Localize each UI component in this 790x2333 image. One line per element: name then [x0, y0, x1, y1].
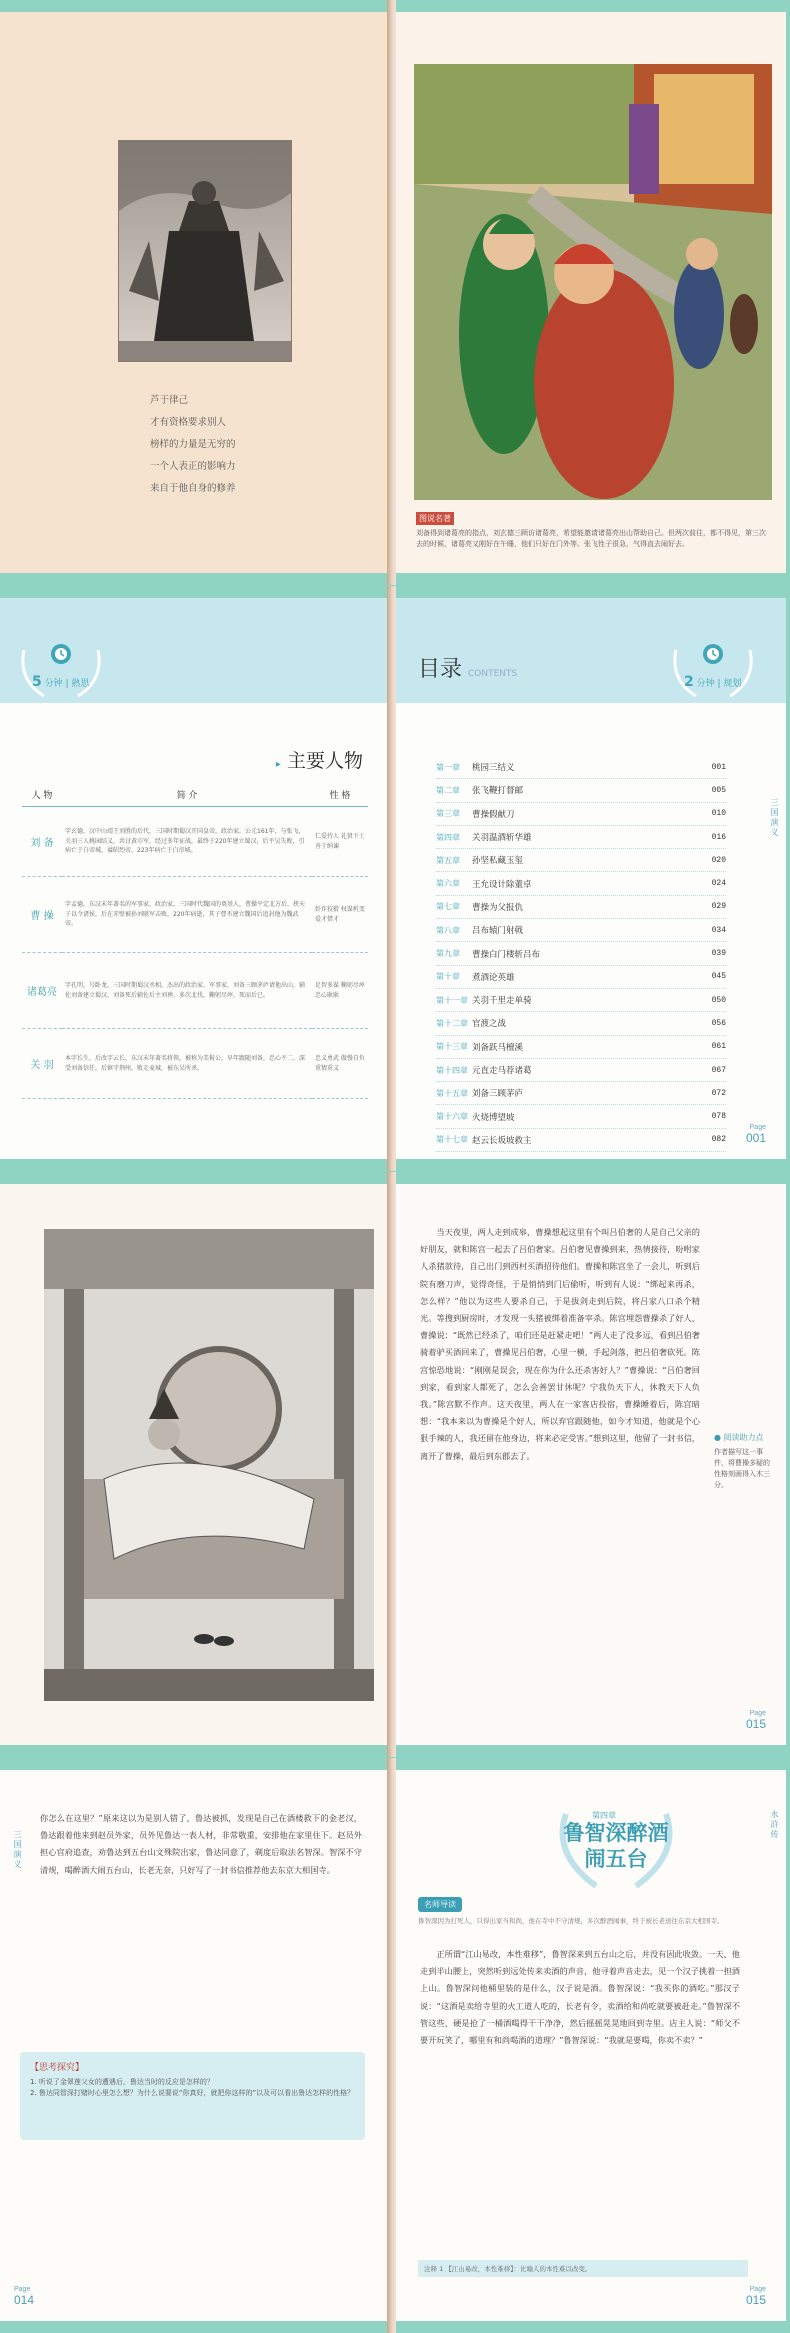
table-header: 简 介 — [62, 783, 312, 807]
story-body: 当天夜里，两人走到成皋，曹操想起这里有个叫吕伯奢的人是自己父亲的好朋友，就和陈宫一起去了吕伯奢家。吕伯奢见曹操到来，热情接待，吩咐家人杀猪款待，自己出门到西村买酒招待他们。曹操和陈宫坐了一会儿，听到后院有磨刀声，觉得奇怪，于是悄悄到门后偷听，听到有人说：“绑起来再杀，怎么样？”他以为这些人要杀自己，于是拔剑走到后院，将吕家八口杀个精光。等搜到厨房时，才发现一头猪被绑着准备宰杀。陈宫埋怨曹操杀了好人，曹操说：“既然已经杀了，咱们还是赶紧走吧！”两人走了没多远，看到吕伯奢骑着驴买酒回来了，曹操见吕伯奢，心里一横，手起剑落，把吕伯奢砍死。陈宫惊恐地说：“刚刚是误会，现在你为什么还杀害好人？”曹操说：“吕伯奢回到家，看到家人都死了，怎么会善罢甘休呢？宁我负天下人，休教天下人负我。”陈宫默不作声。这天夜里，两人在一家客店投宿，曹操睡着后，陈宫暗想：“我本来以为曹操是个好人，所以弃官跟随他，如今才知道，他就是个心狠手辣的人，我还留在他身边，将来必定受害。”想到这里，他留了一封书信，离开了曹操，最后到东郡去了。 — [420, 1227, 700, 1461]
toc-chapter-no: 第七章 — [436, 902, 460, 912]
page-number-value: 001 — [745, 1131, 766, 1145]
book-gutter — [387, 1172, 396, 1757]
character-name: 曹 操 — [22, 877, 62, 953]
toc-chapter-title: 官渡之战 — [472, 1019, 507, 1030]
toc-chapter-title: 张飞鞭打督邮 — [472, 786, 524, 797]
spread-1 — [0, 0, 790, 585]
toc-page: 072 — [711, 1088, 726, 1098]
question-box — [20, 2052, 365, 2140]
poem — [150, 390, 300, 500]
character-traits: 奸诈狡猾 权谋机变 爱才惜才 — [312, 877, 368, 953]
toc-page: 005 — [711, 785, 726, 795]
toc-chapter-no: 第九章 — [436, 949, 460, 959]
page-number-value: 015 — [745, 1717, 766, 1731]
side-label: 三国演义 — [770, 798, 779, 838]
toc-item[interactable] — [436, 849, 726, 872]
side-label: 三国演义 — [13, 1830, 22, 1870]
character-traits: 忠义勇武 傲慢自负 重情重义 — [312, 1029, 368, 1099]
toc-page: 034 — [711, 925, 726, 935]
toc-page: 010 — [711, 809, 726, 819]
left-page — [0, 1770, 387, 2321]
toc-title — [418, 652, 517, 683]
story-body: 你怎么在这里？”原来这以为是别人错了，鲁达被抓，发现是自己在酒楼救下的金老汉，鲁达跟着他来到赵员外家，员外见鲁达一表人材，非常敬重，安排他在家里住下。赵员外担心官府追查，劝鲁达到五台山文殊院出家，鲁达同意了，剃度后取法名智深。智深不守清规，喝醉酒大闹五台山，长老无奈，只好写了一封书信推荐他去东京大相国寺。 — [40, 1813, 362, 1875]
toc-chapter-title: 赵云长坂坡救主 — [472, 1135, 532, 1146]
toc-page: 050 — [711, 995, 726, 1005]
toc-item[interactable] — [436, 1082, 726, 1105]
toc-page: 067 — [711, 1065, 726, 1075]
guide-box — [418, 1892, 738, 1927]
spread-4 — [0, 1758, 790, 2333]
character-name: 刘 备 — [22, 807, 62, 877]
footnote: 注释 1 【江山易改，本性难移】：比喻人的本性难以改变。 — [418, 2260, 748, 2277]
toc-chapter-no: 第五章 — [436, 855, 460, 865]
toc-page: 082 — [711, 1135, 726, 1145]
toc-item[interactable] — [436, 803, 726, 826]
toc-page: 039 — [711, 949, 726, 959]
table-header-row — [22, 783, 368, 807]
page-number-label: Page — [749, 1124, 766, 1131]
poem-line: 一个人表正的影响力 — [150, 461, 236, 472]
toc-page: 078 — [711, 1112, 726, 1122]
reclining-figure-sketch — [44, 1229, 374, 1701]
question-title: 【思考探究】 — [30, 2063, 85, 2073]
toc-page: 029 — [711, 902, 726, 912]
toc-item[interactable] — [436, 989, 726, 1012]
character-traits: 仁爱待人 礼贤下士 善于纳谏 — [312, 807, 368, 877]
toc-page: 016 — [711, 832, 726, 842]
toc-chapter-title: 曹操白门楼斩吕布 — [472, 949, 541, 960]
badge-minutes: 5 — [32, 674, 42, 690]
reading-note-title-text: 阅读助力点 — [723, 1433, 764, 1442]
guide-text: 鲁智深因为打死人，只得出家当和尚，他在寺中不守清规，多次醉酒闹事，终于被长老送往东京大相国寺。 — [418, 1917, 724, 1925]
page-number — [746, 1124, 766, 1145]
toc-chapter-title: 曹操为父报仇 — [472, 902, 524, 913]
right-page — [396, 12, 786, 573]
toc-chapter-title: 煮酒论英雄 — [472, 972, 515, 983]
spread-3 — [0, 1172, 790, 1757]
toc-item[interactable] — [436, 1129, 726, 1152]
chapter-title: 鲁智深醉酒闹五台 — [563, 1821, 669, 1871]
reading-note — [714, 1432, 774, 1490]
toc-chapter-title: 关羽千里走单骑 — [472, 996, 532, 1007]
toc-chapter-no: 第六章 — [436, 879, 460, 889]
reading-note-title: ● 阅读助力点 — [714, 1433, 764, 1442]
page-number-label: Page — [749, 1710, 766, 1717]
toc-item[interactable] — [436, 919, 726, 942]
toc-item[interactable] — [436, 779, 726, 802]
poem-line: 来自于他自身的修养 — [150, 483, 236, 494]
toc-chapter-title: 桃园三结义 — [472, 763, 515, 774]
character-traits: 足智多谋 鞠躬尽瘁 忠心耿耿 — [312, 953, 368, 1029]
toc-item[interactable] — [436, 1036, 726, 1059]
toc-item[interactable] — [436, 942, 726, 965]
character-intro: 本字长生，后改字云长，东汉末年著名将领，被称为美髯公，早年跟随刘备，忠心不二，深受刘备信任，后镇守荆州，败走麦城，被东吴所杀。 — [62, 1029, 312, 1099]
right-page — [396, 1184, 786, 1745]
toc-item[interactable] — [436, 826, 726, 849]
toc-page: 020 — [711, 855, 726, 865]
contents-page — [396, 598, 786, 1159]
badge-unit: 分钟 | 熟思 — [44, 679, 90, 689]
toc-page: 001 — [711, 762, 726, 772]
toc-chapter-no: 第十六章 — [436, 1112, 468, 1122]
toc-item[interactable] — [436, 966, 726, 989]
toc-page: 056 — [711, 1018, 726, 1028]
question-item: 2. 鲁达同智深打赌时心里怎么想？为什么说要说“你真好，就把你这样的”以及可以看出鲁达怎样的性格？ — [30, 2088, 355, 2097]
toc-chapter-title: 吕布辕门射戟 — [472, 926, 524, 937]
toc-chapter-title: 刘备三顾茅庐 — [472, 1089, 524, 1100]
chapter-number: 第四章 — [592, 1811, 616, 1820]
time-badge — [14, 640, 108, 702]
page-number-label: Page — [749, 2286, 766, 2293]
page-number — [746, 1710, 766, 1731]
page-number-value: 015 — [745, 2293, 766, 2307]
toc-item[interactable] — [436, 1012, 726, 1035]
left-page — [0, 12, 387, 573]
toc-item[interactable] — [436, 756, 726, 779]
toc-item[interactable] — [436, 896, 726, 919]
book-gutter — [387, 586, 396, 1171]
table-row — [22, 877, 368, 953]
toc-chapter-no: 第十一章 — [436, 995, 468, 1005]
time-badge-label — [684, 674, 741, 690]
page-number-value: 014 — [14, 2293, 35, 2307]
toc-chapter-no: 第一章 — [436, 762, 460, 772]
toc-chapter-title: 元直走马荐诸葛 — [472, 1066, 532, 1076]
three-visits-illustration — [414, 64, 772, 500]
spread-2 — [0, 586, 790, 1171]
toc-item[interactable] — [436, 1105, 726, 1128]
character-name: 诸葛亮 — [22, 953, 62, 1029]
table-header: 性 格 — [312, 783, 368, 807]
illustration-caption — [416, 506, 768, 550]
table-header: 人 物 — [22, 783, 62, 807]
page-number — [14, 2286, 34, 2307]
caption-tag: 图说名著 — [416, 512, 454, 525]
page-number-label: Page — [14, 2286, 31, 2293]
characters-title-text: 主要人物 — [286, 750, 363, 772]
characters-page — [0, 598, 387, 1159]
toc-item[interactable] — [436, 872, 726, 895]
toc-chapter-no: 第二章 — [436, 785, 460, 795]
book-gutter — [387, 0, 396, 585]
character-intro: 字玄德，汉中山靖王刘胜的后代，三国时期蜀汉开国皇帝，政治家。公元161年，与张飞、关羽三人桃园结义，共讨黄巾军，经过多年征战，最终于220年建立蜀汉，后平吴失败，引病亡于白帝城，谥昭烈帝，223年病亡于白帝城。 — [62, 807, 312, 877]
toc-page: 024 — [711, 879, 726, 889]
table-row — [22, 1029, 368, 1099]
toc-chapter-title: 刘备跃马檀溪 — [472, 1042, 524, 1053]
character-name: 关 羽 — [22, 1029, 62, 1099]
toc-chapter-no: 第四章 — [436, 832, 460, 842]
table-row — [22, 807, 368, 877]
toc-chapter-no: 第十二章 — [436, 1018, 468, 1028]
toc-chapter-no: 第十章 — [436, 972, 460, 982]
page-number — [746, 2286, 766, 2307]
toc-chapter-no: 第十三章 — [436, 1042, 468, 1052]
poem-line: 榜样的力量是无穷的 — [150, 439, 236, 450]
badge-unit: 分钟 | 规划 — [696, 679, 742, 689]
right-page — [396, 1770, 786, 2321]
caption-text: 刘备得到诸葛亮的指点，刘玄德三顾访诸葛亮，希望能邀请诸葛亮出山帮助自己。但两次前往，都不得见，第三次去的时候，诸葛亮又刚好在午睡，他们只好在门外等。张飞性子很急，气得直去闹好去。 — [416, 529, 766, 548]
warrior-illustration — [118, 140, 292, 362]
toc-item[interactable] — [436, 1059, 726, 1082]
characters-table — [22, 783, 368, 1099]
toc-chapter-no: 第三章 — [436, 809, 460, 819]
guide-title: 名师导读 — [418, 1897, 462, 1912]
table-of-contents — [436, 756, 726, 1152]
toc-page: 061 — [711, 1042, 726, 1052]
toc-chapter-no: 第十五章 — [436, 1088, 468, 1098]
badge-minutes: 2 — [684, 674, 694, 690]
character-intro: 字孟德，东汉末年著名的军事家、政治家，三国时代魏国的奠基人，曹操平定北方后，挟天子以令诸侯，后在赤壁被孙刘联军击败，220年病逝，其子曹丕建立魏国后追封他为魏武帝。 — [62, 877, 312, 953]
characters-title: ▸ 主要人物 — [275, 750, 363, 772]
toc-page: 045 — [711, 972, 726, 982]
toc-subtitle: CONTENTS — [468, 669, 518, 679]
toc-chapter-title: 孙坚私藏玉玺 — [472, 856, 524, 867]
toc-chapter-no: 第十七章 — [436, 1135, 468, 1145]
character-intro: 字孔明，号卧龙，三国时期蜀汉丞相，杰出的政治家、军事家，刘备三顾茅庐请他出山，辅佐刘备建立蜀汉，刘备死后辅佐后主刘禅，多次北伐，鞠躬尽瘁，死而后已。 — [62, 953, 312, 1029]
story-body: 正所谓“江山易改，本性难移”，鲁智深来到五台山之后，并没有因此收敛。一天，他走到半山腰上，突然听到远处传来卖酒的声音，他寻着声音走去，见一个汉子挑着一担酒上山。鲁智深问他桶里装的是什么，汉子说是酒。鲁智深说：“我买你的酒吃。”那汉子说：“这酒是卖给寺里的火工道人吃的，长老有令，卖酒给和尚吃就要被赶走。”鲁智深不管这些，硬是抢了一桶酒喝得干干净净，然后摇摇晃晃地回到寺里。店主人说：“师父不要开玩笑了，哪里有和尚喝酒的道理？”鲁智深说：“我就是要喝，你卖不卖？” — [420, 1949, 740, 2046]
poem-line: 才有资格要求别人 — [150, 417, 227, 428]
toc-title-text: 目录 — [418, 657, 463, 682]
toc-chapter-title: 王允设计除董卓 — [472, 879, 532, 890]
toc-chapter-title: 关羽温酒斩华雄 — [472, 833, 532, 844]
table-row — [22, 953, 368, 1029]
toc-chapter-no: 第十四章 — [436, 1065, 468, 1075]
left-page — [0, 1184, 387, 1745]
toc-chapter-title: 火烧博望坡 — [472, 1112, 515, 1123]
book-gutter — [387, 1758, 396, 2333]
time-badge — [666, 640, 760, 702]
toc-chapter-no: 第八章 — [436, 925, 460, 935]
side-label: 水浒传 — [770, 1810, 779, 1840]
time-badge-label — [32, 674, 89, 690]
question-item: 1. 听说了金翠莲父女的遭遇后，鲁达当时的反应是怎样的？ — [30, 2078, 214, 2086]
reading-note-text: 作者描写这一事件，将曹操多疑的性格刻画得入木三分。 — [714, 1448, 770, 1489]
poem-line: 芦于律己 — [150, 395, 189, 406]
toc-chapter-title: 曹操假献刀 — [472, 809, 515, 820]
